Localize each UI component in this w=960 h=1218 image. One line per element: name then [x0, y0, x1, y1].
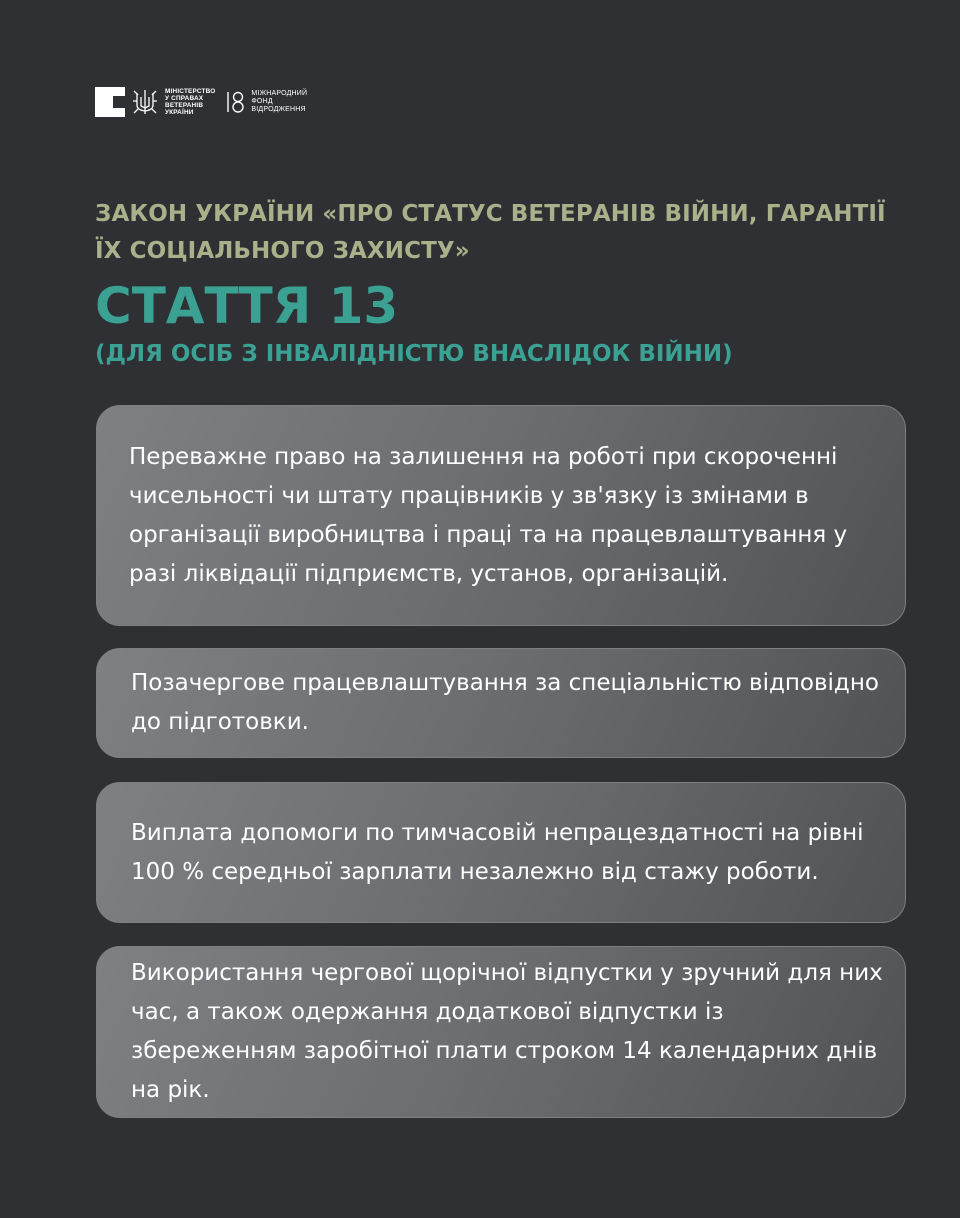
veteran-fund-logo	[95, 87, 125, 117]
benefit-card	[96, 946, 906, 1118]
partner-logos	[95, 86, 307, 118]
benefit-card	[96, 782, 906, 923]
benefit-card	[96, 648, 906, 758]
benefit-text: Використання чергової щорічної відпустки у зручний для них час, а також одержання додаткової відпустки із збереженням заробітної плати строком 14 календарних днів на рік.	[131, 960, 883, 1103]
irf-name: МІЖНАРОДНИЙ ФОНД ВІДРОДЖЕННЯ	[251, 90, 308, 113]
ministry-name: МІНІСТЕРСТВО У СПРАВАХ ВЕТЕРАНІВ УКРАЇНИ	[165, 88, 216, 116]
benefit-text: Виплата допомоги по тимчасовій непрацездатності на рівні 100 % середньої зарплати незалежно від стажу роботи.	[131, 819, 864, 885]
law-title: ЗАКОН УКРАЇНИ «ПРО СТАТУС ВЕТЕРАНІВ ВІЙНИ, ГАРАНТІЇ ЇХ СОЦІАЛЬНОГО ЗАХИСТУ»	[95, 201, 886, 264]
article-subtitle: (ДЛЯ ОСІБ З ІНВАЛІДНІСТЮ ВНАСЛІДОК ВІЙНИ)	[95, 341, 733, 367]
article-title: СТАТТЯ 13	[95, 277, 399, 335]
trident-emblem-icon	[131, 87, 159, 117]
benefit-text: Позачергове працевлаштування за спеціальністю відповідно до підготовки.	[131, 670, 879, 735]
benefit-card	[96, 405, 906, 626]
benefit-text: Переважне право на залишення на роботі при скороченні чисельності чи штату працівників у зв'язку із змінами в організації виробництва і праці та на працевлаштування у разі ліквідації підприємств, установ, організацій.	[129, 443, 848, 587]
irf-logo-icon	[225, 89, 245, 115]
